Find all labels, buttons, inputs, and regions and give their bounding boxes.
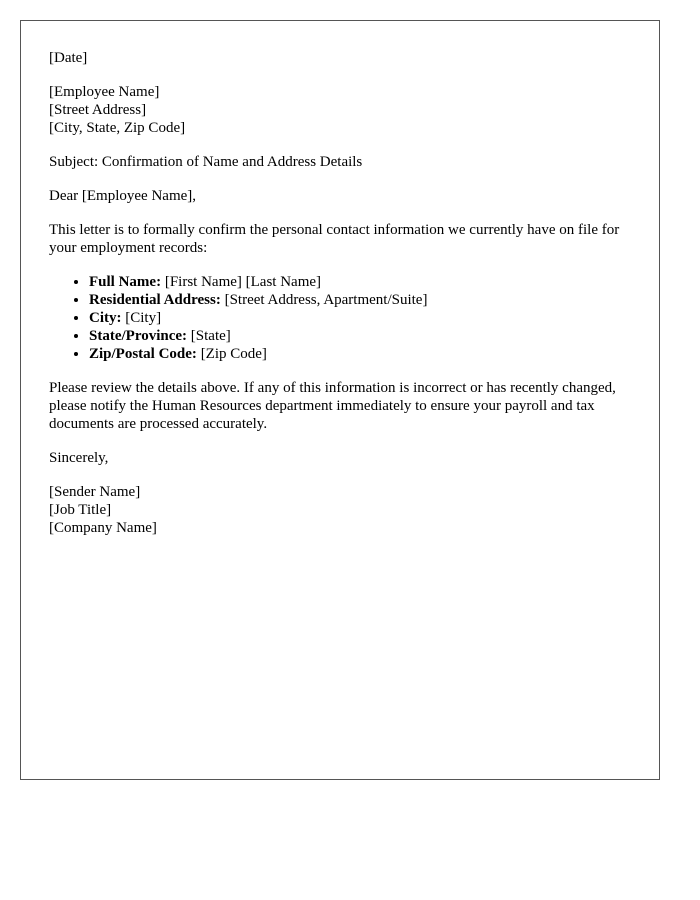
sender-company: [Company Name] [49, 520, 157, 536]
detail-value-full-name: [First Name] [Last Name] [161, 274, 322, 290]
list-item [89, 309, 624, 327]
list-item [89, 327, 624, 345]
list-item [89, 291, 624, 309]
letter-date: [Date] [49, 50, 88, 66]
letter-content [49, 49, 624, 553]
sender-name: [Sender Name] [49, 484, 141, 500]
detail-label-city: City: [89, 310, 122, 326]
detail-label-zip: Zip/Postal Code: [89, 346, 197, 362]
sender-title: [Job Title] [49, 502, 112, 518]
detail-value-city: [City] [121, 310, 162, 326]
detail-value-residential-address: [Street Address, Apartment/Suite] [220, 292, 428, 308]
recipient-city-line: [City, State, Zip Code] [49, 120, 186, 136]
list-item [89, 345, 624, 363]
detail-value-state: [State] [187, 328, 231, 344]
letter-intro: This letter is to formally confirm the personal contact information we currently have on file for your employment records: [49, 222, 620, 256]
detail-label-residential-address: Residential Address: [89, 292, 221, 308]
detail-label-state: State/Province: [89, 328, 188, 344]
recipient-name: [Employee Name] [49, 84, 160, 100]
letter-subject: Subject: Confirmation of Name and Address Details [49, 154, 363, 170]
letter-page [20, 20, 660, 780]
recipient-street: [Street Address] [49, 102, 147, 118]
details-list [49, 273, 624, 363]
letter-closing: Sincerely, [49, 450, 109, 466]
list-item [89, 273, 624, 291]
sender-signature-block [49, 483, 624, 537]
letter-salutation: Dear [Employee Name], [49, 188, 197, 204]
recipient-address-block [49, 83, 624, 137]
letter-body: Please review the details above. If any of this information is incorrect or has recently changed, please notify the Human Resources department immediately to ensure your payroll and tax documents are processed accurately. [49, 380, 616, 432]
detail-value-zip: [Zip Code] [196, 346, 267, 362]
detail-label-full-name: Full Name: [89, 274, 162, 290]
